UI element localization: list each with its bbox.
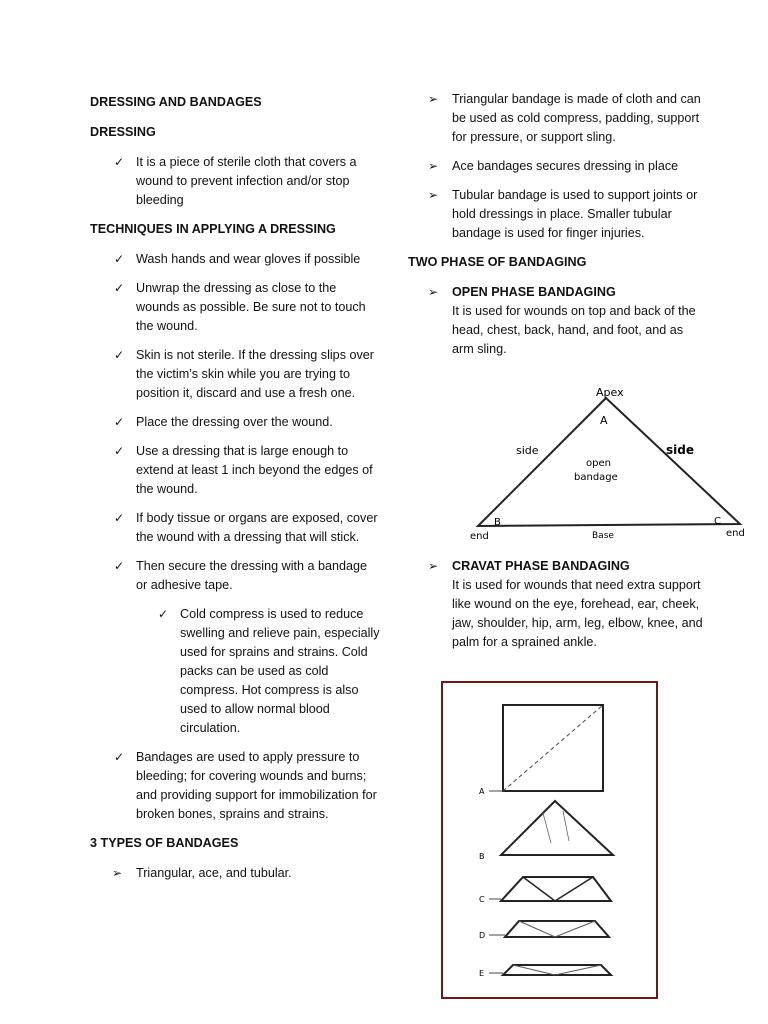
arrow-bullet-icon: ➢ bbox=[428, 92, 439, 106]
stage-label-e: E bbox=[479, 969, 485, 978]
stage-label-b: B bbox=[479, 852, 485, 861]
cravat-phase-text: It is used for wounds that need extra support like wound on the eye, forehead, ear, cheek, jaw, shoulder, hip, arm, leg, elbow, knee, and palm for a sprained ankle. bbox=[452, 578, 703, 649]
checkmark-icon: ✓ bbox=[114, 348, 125, 362]
cravat-figure bbox=[441, 681, 658, 999]
center-label-1: open bbox=[586, 458, 611, 469]
cravat-two-folds bbox=[505, 921, 609, 937]
base-label: Base bbox=[592, 531, 614, 540]
checkmark-icon: ✓ bbox=[114, 281, 125, 295]
list-item: ✓ It is a piece of sterile cloth that covers a wound to prevent infection and/or stop bleeding bbox=[114, 155, 357, 207]
checkmark-icon: ✓ bbox=[114, 415, 125, 429]
arrow-bullet-icon: ➢ bbox=[428, 188, 439, 202]
end-left-label: end bbox=[470, 531, 489, 540]
right-column-lower bbox=[408, 557, 708, 662]
right-column bbox=[408, 90, 708, 369]
checkmark-icon: ✓ bbox=[114, 252, 125, 266]
cravat-one-fold bbox=[501, 877, 611, 901]
checkmark-icon: ✓ bbox=[114, 559, 125, 573]
list-item: ✓ Unwrap the dressing as close to the wounds as possible. Be sure not to touch the wound. bbox=[114, 281, 366, 333]
list-item: ✓ Wash hands and wear gloves if possible bbox=[90, 250, 380, 269]
checkmark-icon: ✓ bbox=[114, 750, 125, 764]
triangle-stage bbox=[501, 801, 613, 855]
dressing-heading: DRESSING bbox=[90, 125, 156, 139]
list-item: ✓ If body tissue or organs are exposed, cover the wound with a dressing that will stick. bbox=[114, 511, 378, 544]
end-right-label: end bbox=[726, 528, 745, 539]
arrow-bullet-icon: ➢ bbox=[428, 159, 439, 173]
open-bandage-figure bbox=[468, 384, 748, 540]
label-b: B bbox=[494, 517, 501, 528]
arrow-bullet-icon: ➢ bbox=[428, 285, 439, 299]
label-c: C bbox=[714, 516, 721, 527]
list-item: ✓ Skin is not sterile. If the dressing slips over the victim’s skin while you are trying to position it, discard and use a fresh one. bbox=[114, 348, 374, 400]
stage-label-d: D bbox=[479, 931, 486, 940]
center-label-2: bandage bbox=[574, 472, 618, 483]
checkmark-icon: ✓ bbox=[114, 155, 125, 169]
checkmark-icon: ✓ bbox=[158, 607, 169, 621]
arrow-bullet-icon: ➢ bbox=[112, 866, 123, 880]
apex-label: Apex bbox=[596, 386, 624, 399]
list-item: ✓ Place the dressing over the wound. bbox=[90, 413, 380, 432]
side-right-label: side bbox=[666, 443, 694, 457]
checkmark-icon: ✓ bbox=[114, 511, 125, 525]
arrow-bullet-icon: ➢ bbox=[428, 559, 439, 573]
cravat-diagram bbox=[443, 683, 656, 997]
list-item: ✓ Bandages are used to apply pressure to bleeding; for covering wounds and burns; and providing support for immobilization for broken bones, sprains and strains. bbox=[114, 750, 377, 821]
list-item bbox=[408, 283, 708, 359]
list-item: ✓ Use a dressing that is large enough to extend at least 1 inch beyond the edges of the wound. bbox=[114, 444, 373, 496]
types-heading: 3 TYPES OF BANDAGES bbox=[90, 836, 239, 850]
cravat-phase-title: CRAVAT PHASE BANDAGING bbox=[452, 559, 630, 573]
stage-label-c: C bbox=[479, 895, 485, 904]
checkmark-icon: ✓ bbox=[114, 444, 125, 458]
fold-line bbox=[503, 705, 603, 791]
left-column bbox=[90, 90, 380, 893]
stage-label-a: A bbox=[479, 787, 485, 796]
list-item bbox=[408, 557, 708, 652]
side-left-label: side bbox=[516, 444, 539, 457]
open-phase-title: OPEN PHASE BANDAGING bbox=[452, 285, 616, 299]
phase-heading: TWO PHASE OF BANDAGING bbox=[408, 255, 587, 269]
list-item: ➢ Tubular bandage is used to support joints or hold dressings in place. Smaller tubular bandage is used for finger injuries. bbox=[428, 188, 698, 240]
document-title: DRESSING AND BANDAGES bbox=[90, 95, 262, 109]
list-item: ➢ Triangular, ace, and tubular. bbox=[90, 864, 380, 883]
label-a: A bbox=[600, 414, 608, 427]
list-item: ➢ Triangular bandage is made of cloth and can be used as cold compress, padding, support for pressure, or support sling. bbox=[428, 92, 701, 144]
list-item: ➢ Ace bandages secures dressing in place bbox=[408, 157, 708, 176]
open-phase-text: It is used for wounds on top and back of the head, chest, back, hand, and foot, and as arm sling. bbox=[452, 304, 696, 356]
techniques-heading: TECHNIQUES IN APPLYING A DRESSING bbox=[90, 222, 336, 236]
list-item: ✓ Then secure the dressing with a bandage or adhesive tape. bbox=[114, 559, 368, 592]
sub-list-item: ✓ Cold compress is used to reduce swelling and relieve pain, especially used for sprains and strains. Cold packs can be used as cold compress. Hot compress is also used to allow normal blood circulation. bbox=[158, 607, 380, 735]
